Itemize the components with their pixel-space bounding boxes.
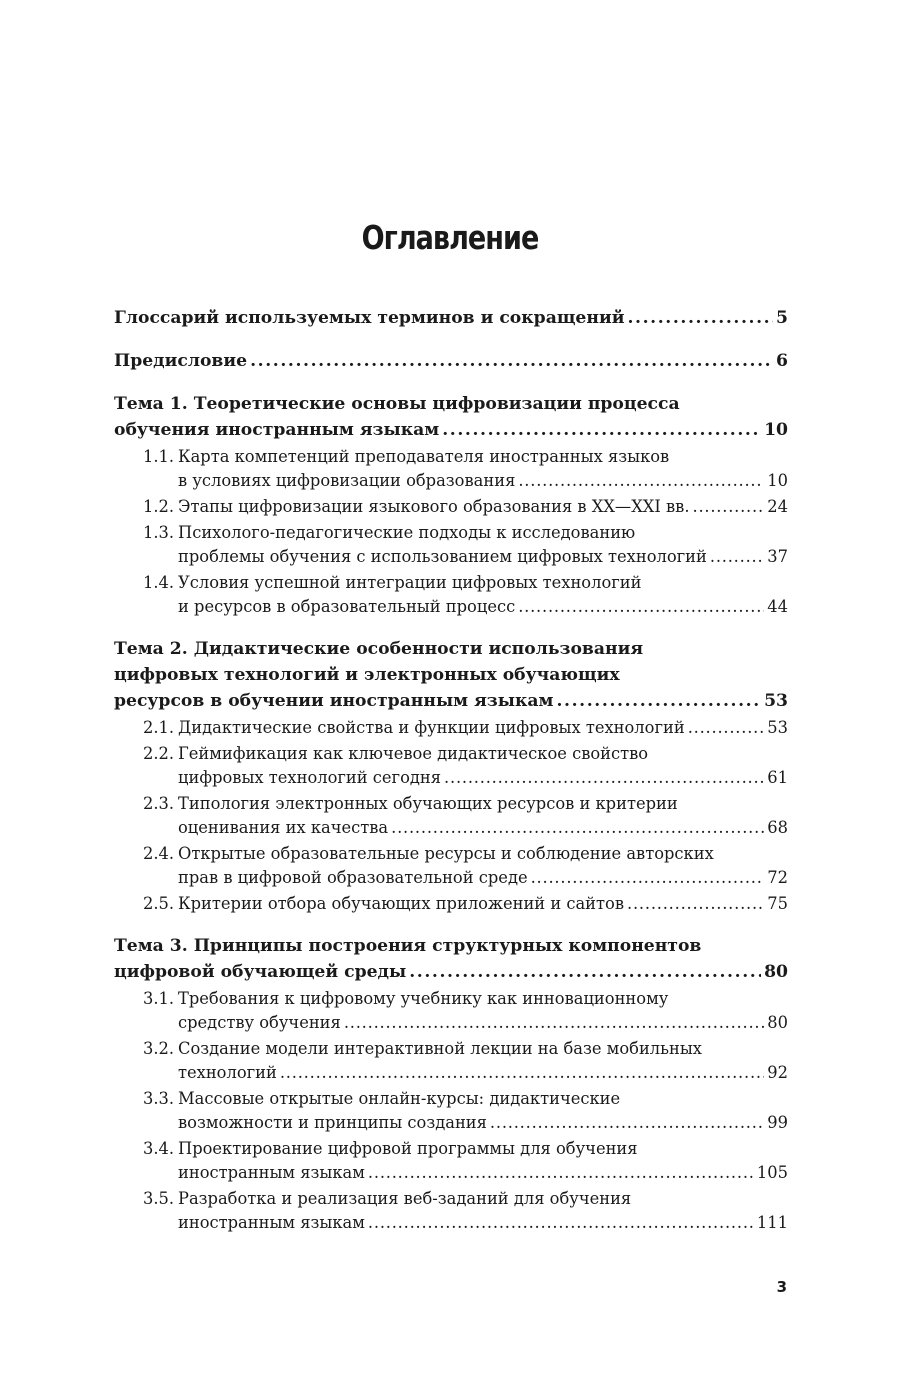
toc-entry-title: средству обучения <box>178 1013 341 1032</box>
toc-entry-title: Условия успешной интеграции цифровых технологий <box>178 573 642 592</box>
toc-subsection-entry[interactable] <box>114 571 788 619</box>
toc-section-entry[interactable] <box>114 933 788 985</box>
toc-entry-title: проблемы обучения с использованием цифровых технологий <box>178 547 707 566</box>
toc-entry-number: 3.3. <box>143 1089 175 1108</box>
toc-entry-title: Психолого-педагогические подходы к исследованию <box>178 523 636 542</box>
dot-leader <box>280 1061 764 1085</box>
toc-entry-title: Этапы цифровизации языкового образования в XX—XXI вв. <box>178 497 690 516</box>
toc-entry-title: Карта компетенций преподавателя иностранных языков <box>178 447 670 466</box>
dot-leader <box>531 866 765 890</box>
toc-page-number: 37 <box>767 547 788 566</box>
dot-leader <box>344 1011 764 1035</box>
toc-entry-title: Массовые открытые онлайн-курсы: дидактические <box>178 1089 621 1108</box>
table-of-contents <box>114 305 788 1235</box>
toc-entry-title: Тема 2. Дидактические особенности использования <box>114 639 644 659</box>
toc-entry-number: 1.3. <box>143 523 175 542</box>
toc-entry-title: Глоссарий используемых терминов и сокращений <box>114 308 625 328</box>
toc-page-number: 80 <box>767 1013 788 1032</box>
toc-entry-title: Дидактические свойства и функции цифровых технологий <box>178 718 685 737</box>
dot-leader <box>409 959 761 985</box>
toc-entry-title: Тема 1. Теоретические основы цифровизации процесса <box>114 394 680 414</box>
toc-entry-number: 3.2. <box>143 1039 175 1058</box>
dot-leader <box>693 495 765 519</box>
toc-entry-title: цифровой обучающей среды <box>114 962 407 982</box>
toc-subsection-entry[interactable] <box>114 792 788 840</box>
toc-page-number: 44 <box>767 597 788 616</box>
toc-subsection-entry[interactable] <box>114 1087 788 1135</box>
toc-section-entry[interactable] <box>114 636 788 714</box>
toc-entry-title: в условиях цифровизации образования <box>178 471 516 490</box>
toc-entry-title: ресурсов в обучении иностранным языкам <box>114 691 554 711</box>
toc-subsection-entry[interactable] <box>114 1037 788 1085</box>
toc-page-number: 10 <box>767 471 788 490</box>
toc-entry-number: 2.3. <box>143 794 175 813</box>
dot-leader <box>518 469 764 493</box>
toc-entry-number: 2.1. <box>143 718 175 737</box>
toc-entry-title: Типология электронных обучающих ресурсов и критерии <box>178 794 678 813</box>
dot-leader <box>627 892 764 916</box>
page-title: Оглавление <box>361 218 539 257</box>
toc-section-entry[interactable] <box>114 391 788 443</box>
toc-subsection-entry[interactable] <box>114 521 788 569</box>
toc-entry-title: технологий <box>178 1063 277 1082</box>
toc-entry-title: Требования к цифровому учебнику как инновационному <box>178 989 669 1008</box>
toc-entry-title: Разработка и реализация веб-заданий для обучения <box>178 1189 632 1208</box>
toc-entry-number: 1.2. <box>143 497 175 516</box>
dot-leader <box>518 595 764 619</box>
toc-page-number: 80 <box>764 962 788 982</box>
toc-page-number: 5 <box>776 308 788 328</box>
toc-subsection-entry[interactable] <box>114 1187 788 1235</box>
toc-entry-number: 3.5. <box>143 1189 175 1208</box>
dot-leader <box>368 1161 754 1185</box>
toc-subsection-entry[interactable] <box>114 987 788 1035</box>
toc-page-number: 53 <box>767 718 788 737</box>
toc-page-number: 61 <box>767 768 788 787</box>
toc-entry-number: 2.2. <box>143 744 175 763</box>
page-number: 3 <box>776 1278 787 1296</box>
toc-entry-number: 3.4. <box>143 1139 175 1158</box>
toc-entry-number: 3.1. <box>143 989 175 1008</box>
dot-leader <box>710 545 764 569</box>
toc-page-number: 75 <box>767 894 788 913</box>
toc-entry-title: иностранным языкам <box>178 1213 365 1232</box>
toc-entry-title: Тема 3. Принципы построения структурных компонентов <box>114 936 702 956</box>
toc-page-number: 10 <box>764 420 788 440</box>
dot-leader <box>391 816 764 840</box>
toc-entry-title: цифровых технологий и электронных обучающих <box>114 665 620 685</box>
toc-section-entry[interactable] <box>114 348 788 374</box>
toc-subsection-entry[interactable] <box>114 716 788 740</box>
toc-entry-title: возможности и принципы создания <box>178 1113 487 1132</box>
toc-page-number: 53 <box>764 691 788 711</box>
toc-page-number: 24 <box>767 497 788 516</box>
toc-page-number: 68 <box>767 818 788 837</box>
toc-entry-title: Проектирование цифровой программы для обучения <box>178 1139 638 1158</box>
toc-entry-number: 2.4. <box>143 844 175 863</box>
dot-leader <box>442 417 761 443</box>
toc-page-number: 99 <box>767 1113 788 1132</box>
toc-entry-number: 2.5. <box>143 894 175 913</box>
toc-entry-title: обучения иностранным языкам <box>114 420 440 440</box>
toc-entry-title: и ресурсов в образовательный процесс <box>178 597 516 616</box>
dot-leader <box>556 688 761 714</box>
toc-entry-title: Критерии отбора обучающих приложений и сайтов <box>178 894 625 913</box>
toc-subsection-entry[interactable] <box>114 842 788 890</box>
toc-entry-title: Открытые образовательные ресурсы и соблюдение авторских <box>178 844 714 863</box>
toc-subsection-entry[interactable] <box>114 1137 788 1185</box>
toc-subsection-entry[interactable] <box>114 742 788 790</box>
toc-page-number: 72 <box>767 868 788 887</box>
toc-page-number: 105 <box>756 1163 788 1182</box>
toc-subsection-entry[interactable] <box>114 892 788 916</box>
toc-entry-title: Геймификация как ключевое дидактическое свойство <box>178 744 649 763</box>
toc-entry-title: цифровых технологий сегодня <box>178 768 442 787</box>
toc-entry-number: 1.1. <box>143 447 175 466</box>
dot-leader <box>368 1211 754 1235</box>
dot-leader <box>444 766 764 790</box>
toc-entry-title: иностранным языкам <box>178 1163 365 1182</box>
toc-entry-title: прав в цифровой образовательной среде <box>178 868 528 887</box>
dot-leader <box>688 716 765 740</box>
dot-leader <box>250 348 773 374</box>
toc-entry-title: оценивания их качества <box>178 818 389 837</box>
toc-section-entry[interactable] <box>114 305 788 331</box>
toc-entry-title: Предисловие <box>114 351 248 371</box>
toc-entry-title: Создание модели интерактивной лекции на базе мобильных <box>178 1039 702 1058</box>
toc-page-number: 92 <box>767 1063 788 1082</box>
dot-leader <box>490 1111 764 1135</box>
toc-entry-number: 1.4. <box>143 573 175 592</box>
toc-subsection-entry[interactable] <box>114 445 788 493</box>
dot-leader <box>627 305 773 331</box>
toc-page-number: 6 <box>776 351 788 371</box>
toc-subsection-entry[interactable] <box>114 495 788 519</box>
toc-page-number: 111 <box>756 1213 788 1232</box>
